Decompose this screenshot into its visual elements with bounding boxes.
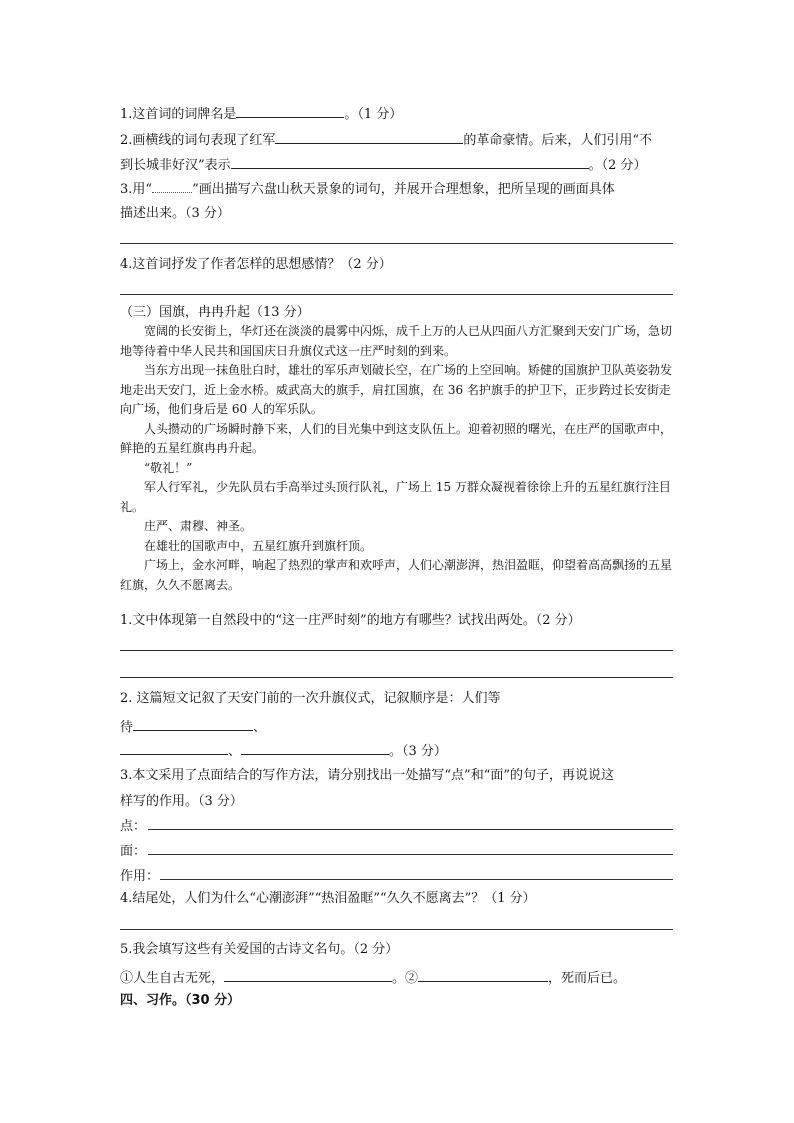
answer-blank-poem-2[interactable] [418, 967, 548, 982]
question-2-text: 2.画横线的词句表现了红军 [120, 133, 276, 148]
section-4-title: 四、习作。（30 分） [120, 993, 241, 1008]
question-2-line-1 [120, 129, 652, 150]
question-3-line-2: 描述出来。（3 分） [120, 206, 230, 221]
section-3-question-2-line-3 [120, 740, 447, 761]
question-text: 待 [120, 720, 134, 735]
answer-blank-poem-1[interactable] [224, 967, 392, 982]
passage-paragraph: 人头攒动的广场瞬时静下来，人们的目光集中到这支队伍上。迎着初照的曙光，在庄严的国歌声中，鲜艳的五星红旗冉冉升起。 [120, 421, 673, 455]
passage-paragraph: 庄严、肃穆、神圣。 [144, 519, 253, 533]
passage-paragraph: 广场上，金水河畔，响起了热烈的掌声和欢呼声，人们心潮澎湃，热泪盈眶，仰望着高高飘扬的五星红旗，久久不愿离去。 [120, 558, 673, 592]
answer-line-q4[interactable] [120, 294, 673, 295]
section-3-question-4: 4.结尾处，人们为什么“心潮澎湃”“热泪盈眶”“久久不愿离去”？（1 分） [120, 891, 536, 906]
question-1 [120, 103, 402, 124]
section-3-title: （三）国旗，冉冉升起（13 分） [120, 305, 310, 320]
question-2-quote: 到长城非好汉”表示 [120, 158, 231, 173]
answer-blank-great-wall[interactable] [231, 154, 589, 169]
poem-separator: 。② [392, 971, 419, 986]
passage-paragraph: 当东方出现一抹鱼肚白时，雄壮的军乐声划破长空，在广场的上空回响。矫健的国旗护卫队英姿勃发地走出天安门，近上金水桥。威武高大的旗手，肩扛国旗，在 36 名护旗手的护卫下，正步跨过长安街走向广场，他们身后是 60 人的军乐队。 [120, 363, 673, 416]
answer-line-surface[interactable] [148, 854, 673, 855]
poem-line-1: ①人生自古无死， [120, 971, 225, 986]
question-2-score: 。（2 分） [588, 158, 647, 173]
question-2-line-2 [120, 154, 647, 175]
section-3-question-1: 1.文中体现第一自然段中的“这一庄严时刻”的地方有哪些？试找出两处。（2 分） [120, 613, 581, 628]
answer-line-s3q1-b[interactable] [120, 677, 673, 678]
answer-line-point[interactable] [148, 829, 673, 830]
question-4: 4.这首词抒发了作者怎样的思想感情？（2 分） [120, 257, 392, 272]
passage-paragraph: 在雄壮的国歌声中，五星红旗升到旗杆顶。 [144, 538, 373, 553]
wavy-underline-sample [152, 180, 192, 193]
point-label: 点： [120, 819, 147, 834]
passage-paragraph: 宽阔的长安街上，华灯还在淡淡的晨雾中闪烁，成千上万的人已从四面八方汇聚到天安门广场，急切地等待着中华人民共和国国庆日升旗仪式这一庄严时刻的到来。 [120, 324, 673, 358]
poem-line-2: ，死而后已。 [548, 971, 627, 986]
separator: 、 [228, 744, 242, 759]
question-score: 。（3 分） [389, 744, 447, 759]
question-1-score: 。（1 分） [344, 107, 403, 122]
section-3-question-2-line-1: 2. 这篇短文记叙了天安门前的一次升旗仪式，记叙顺序是：人们等 [120, 691, 501, 706]
answer-line-s3q4[interactable] [120, 929, 673, 930]
section-3-question-3-line-1: 3.本文采用了点面结合的写作方法，请分别找出一处描写“点”和“面”的句子，再说说这 [120, 768, 614, 783]
question-1-text: 1.这首词的词牌名是 [120, 107, 237, 122]
effect-label: 作用： [120, 869, 160, 884]
section-3-question-3-line-2: 样写的作用。（3 分） [120, 794, 243, 809]
answer-blank-order-1[interactable] [133, 716, 253, 731]
question-3-text: 3.用“ [120, 182, 153, 197]
answer-blank-order-3[interactable] [241, 740, 389, 755]
section-3-question-5: 5.我会填写这些有关爱国的古诗文名句。（2 分） [120, 942, 399, 957]
passage-paragraph: 军人行军礼，少先队员右手高举过头顶行队礼，广场上 15 万群众凝视着徐徐上升的五星红旗行注目礼。 [120, 480, 671, 514]
question-2-text-cont: 的革命豪情。后来，人们引用“不 [463, 133, 653, 148]
answer-blank-order-2[interactable] [120, 740, 228, 755]
answer-line-effect[interactable] [160, 879, 673, 880]
answer-line-q3[interactable] [120, 243, 673, 244]
question-3-line-1 [120, 180, 615, 199]
surface-label: 面： [120, 844, 147, 859]
separator: 、 [253, 720, 267, 735]
answer-blank-red-army[interactable] [275, 129, 463, 144]
answer-line-s3q1-a[interactable] [120, 650, 673, 651]
answer-blank-cipai[interactable] [236, 103, 344, 118]
passage-paragraph: “敬礼！” [144, 460, 193, 475]
reading-passage [120, 322, 676, 595]
poem-fill-line [120, 967, 626, 988]
question-3-text-cont: ”画出描写六盘山秋天景象的词句，并展开合理想象，把所呈现的画面具体 [192, 182, 615, 197]
section-3-question-2-line-2 [120, 716, 266, 737]
